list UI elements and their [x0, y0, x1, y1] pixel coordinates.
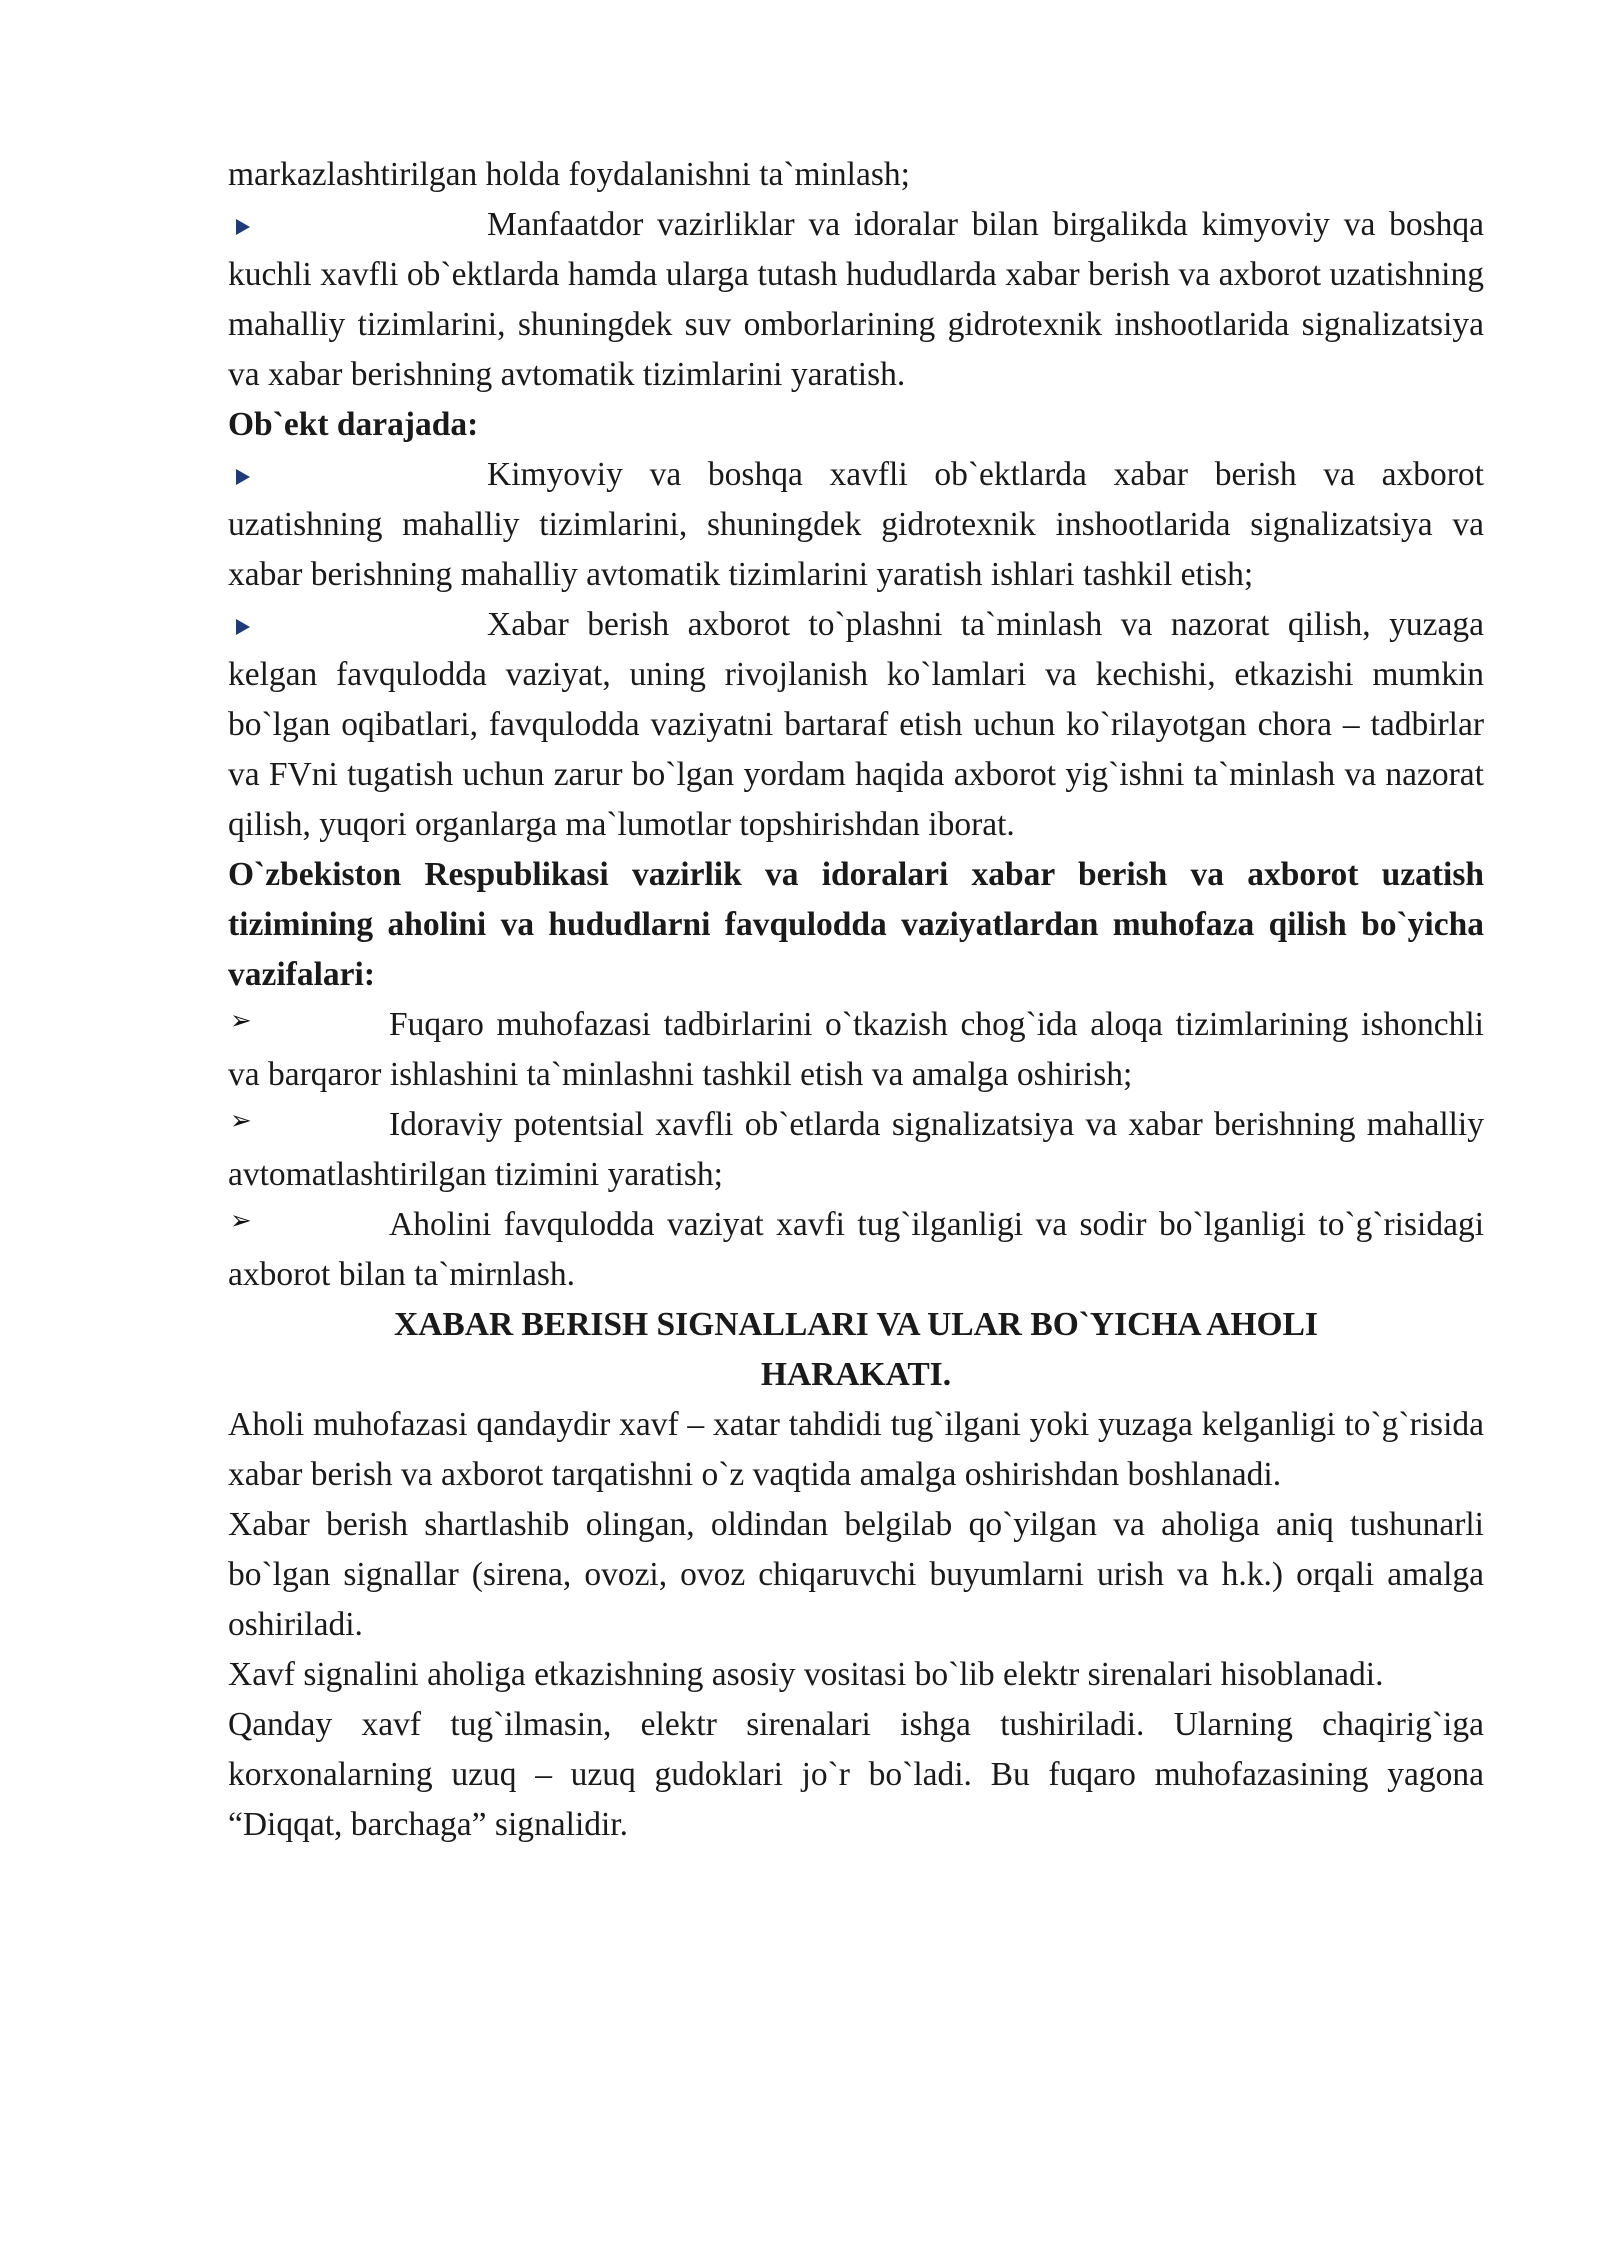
section-heading: Ob`ekt darajada: [228, 406, 479, 443]
section-title-line-2: HARAKATI. [760, 1356, 952, 1393]
list-item: ➢ Fuqaro muhofazasi tadbirlarini o`tkazish chog`ida aloqa tizimlarining ishonchli va barqaror ishlashini ta`minlashni tashkil etish va amalga oshirish; [228, 1006, 1484, 1093]
list-item-text: Fuqaro muhofazasi tadbirlarini o`tkazish chog`ida aloqa tizimlarining ishonchli va barqaror ishlashini ta`minlashni tashkil etish va amalga oshirish; [228, 1006, 1484, 1093]
document-page [228, 150, 1484, 1850]
section-title-line-1: XABAR BERISH SIGNALLARI VA ULAR BO`YICHA AHOLI [394, 1306, 1318, 1343]
paragraph-continuation: markazlashtirilgan holda foydalanishni ta`minlash; [228, 156, 910, 193]
section-heading: O`zbekiston Respublikasi vazirlik va idoralari xabar berish va axborot uzatish tizimining aholini va hududlarni favqulodda vaziyatlardan muhofaza qilish bo`yicha vazifalari: [228, 856, 1484, 993]
list-item [228, 200, 1484, 400]
list-item-text: Xabar berish axborot to`plashni ta`minlash va nazorat qilish, yuzaga kelgan favqulodda vaziyat, uning rivojlanish ko`lamlari va kechishi, etkazishi mumkin bo`lgan oqibatlari, favqulodda vaziyatni bartaraf etish uchun ko`rilayotgan chora – tadbirlar va FVni tugatish uchun zarur bo`lgan yordam haqida axborot yig`ishni ta`minlash va nazorat qilish, yuqori organlarga ma`lumotlar topshirishdan iborat. [228, 606, 1484, 843]
list-item: ➢ Idoraviy potentsial xavfli ob`etlarda signalizatsiya va xabar berishning mahalliy avtomatlashtirilgan tizimini yaratish; [228, 1106, 1484, 1193]
list-item-text: Aholini favqulodda vaziyat xavfi tug`ilganligi va sodir bo`lganligi to`g`risidagi axborot bilan ta`mirnlash. [228, 1206, 1484, 1293]
body-paragraph: Xavf signalini aholiga etkazishning asosiy vositasi bo`lib elektr sirenalari hisoblanadi. [228, 1656, 1384, 1693]
body-paragraph: Xabar berish shartlashib olingan, oldindan belgilab qo`yilgan va aholiga aniq tushunarli bo`lgan signallar (sirena, ovozi, ovoz chiqaruvchi buyumlarni urish va h.k.) orqali amalga oshiriladi. [228, 1506, 1484, 1643]
list-item-text: Idoraviy potentsial xavfli ob`etlarda signalizatsiya va xabar berishning mahalliy avtomatlashtirilgan tizimini yaratish; [228, 1106, 1484, 1193]
body-paragraph: Aholi muhofazasi qandaydir xavf – xatar tahdidi tug`ilgani yoki yuzaga kelganligi to`g`risida xabar berish va axborot tarqatishni o`z vaqtida amalga oshirishdan boshlanadi. [228, 1406, 1484, 1493]
list-item-text: Manfaatdor vazirliklar va idoralar bilan birgalikda kimyoviy va boshqa kuchli xavfli ob`ektlarda hamda ularga tutash hududlarda xabar berish va axborot uzatishning mahalliy tizimlarini, shuningdek suv omborlarining gidrotexnik inshootlarida signalizatsiya va xabar berishning avtomatik tizimlarini yaratish. [228, 206, 1484, 393]
list-item [228, 600, 1484, 850]
list-item-text: Kimyoviy va boshqa xavfli ob`ektlarda xabar berish va axborot uzatishning mahalliy tizimlarini, shuningdek gidrotexnik inshootlarida signalizatsiya va xabar berishning mahalliy avtomatik tizimlarini yaratish ishlari tashkil etish; [228, 456, 1484, 593]
list-item: ➢ Aholini favqulodda vaziyat xavfi tug`ilganligi va sodir bo`lganligi to`g`risidagi axborot bilan ta`mirnlash. [228, 1206, 1484, 1293]
list-item [228, 450, 1484, 600]
body-paragraph: Qanday xavf tug`ilmasin, elektr sirenalari ishga tushiriladi. Ularning chaqirig`iga korxonalarning uzuq – uzuq gudoklari jo`r bo`ladi. Bu fuqaro muhofazasining yagona “Diqqat, barchaga” signalidir. [228, 1706, 1484, 1843]
